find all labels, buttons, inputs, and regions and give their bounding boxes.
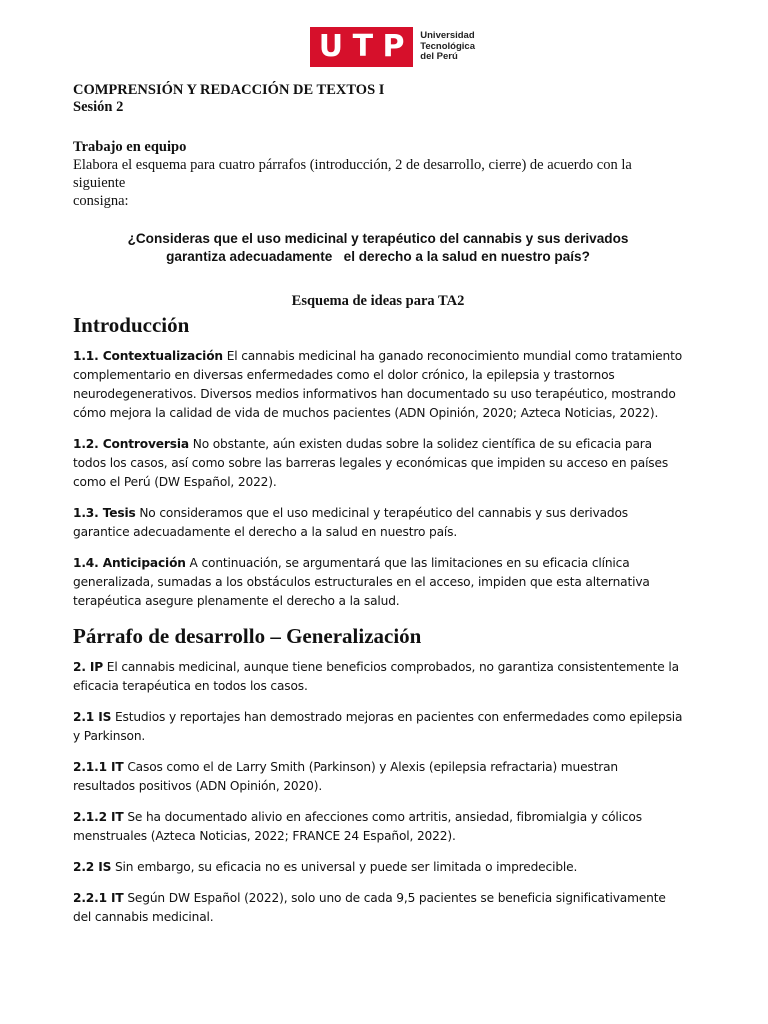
intro-heading: Introducción [73,313,190,337]
intro-item-text: No obstante, aún existen dudas sobre la solidez científica de su eficacia para todos los casos, así como sobre las barreras legales y económicas que impiden su acceso en países como el Perú (DW Español, 2022). [73,437,669,489]
utp-logo-mark [310,27,413,67]
dev-item-label: 2.1.2 IT [73,810,124,824]
dev-item-label: 2.2 IS [73,860,112,874]
intro-item-label: 1.3. Tesis [73,506,136,520]
utp-logo-text [420,31,475,63]
development-heading: Párrafo de desarrollo – Generalización [73,624,422,648]
intro-item-label: 1.2. Controversia [73,437,189,451]
course-title: COMPRENSIÓN Y REDACCIÓN DE TEXTOS I [73,82,385,98]
logo-letter-t: T [352,29,374,64]
dev-item-text: Se ha documentado alivio en afecciones como artritis, ansiedad, fibromialgia y cólicos menstruales (Azteca Noticias, 2022; FRANCE 24 Español, 2022). [73,810,642,843]
dev-item-text: El cannabis medicinal, aunque tiene beneficios comprobados, no garantiza consistentemente la eficacia terapéutica en todos los casos. [73,660,679,693]
dev-item-main-idea [73,658,683,696]
guiding-question [73,230,683,266]
dev-item-tertiary-2-1 [73,889,683,927]
schema-title: Esquema de ideas para TA2 [291,293,465,309]
question-line-1: ¿Consideras que el uso medicinal y terapéutico del cannabis y sus derivados [127,231,629,246]
logo-letter-p: P [382,29,405,64]
task-instruction [73,156,683,210]
utp-logo [310,27,475,67]
question-line-2: garantiza adecuadamente el derecho a la salud en nuestro país? [166,249,590,264]
dev-item-label: 2. IP [73,660,104,674]
intro-item-controversy [73,435,683,492]
dev-item-label: 2.2.1 IT [73,891,124,905]
logo-letter-u: U [318,29,344,64]
intro-item-contextualization [73,347,683,423]
dev-item-text: Casos como el de Larry Smith (Parkinson) y Alexis (epilepsia refractaria) muestran resultados positivos (ADN Opinión, 2020). [73,760,619,793]
logo-line-2: Tecnológica [420,40,475,52]
dev-item-label: 2.1 IS [73,710,112,724]
intro-item-thesis [73,504,683,542]
dev-item-tertiary-1-1 [73,758,683,796]
intro-item-text: El cannabis medicinal ha ganado reconocimiento mundial como tratamiento complementario en diversas enfermedades como el dolor crónico, la epilepsia y trastornos neurodegenerativos. Diversos medios informativos han documentado su uso terapéutico, mostrando cómo mejora la calidad de vida de muchos pacientes (ADN Opinión, 2020; Azteca Noticias, 2022). [73,349,683,420]
session-label: Sesión 2 [73,99,124,115]
dev-item-tertiary-1-2 [73,808,683,846]
document-page [73,82,683,927]
logo-line-1: Universidad [420,30,475,42]
dev-item-text: Sin embargo, su eficacia no es universal y puede ser limitada o impredecible. [111,860,578,874]
task-instruction-line-1: Elabora el esquema para cuatro párrafos (introducción, 2 de desarrollo, cierre) de acuerdo con la siguiente [73,157,632,191]
dev-item-label: 2.1.1 IT [73,760,124,774]
dev-item-secondary-1 [73,708,683,746]
intro-item-label: 1.1. Contextualización [73,349,223,363]
dev-item-text: Estudios y reportajes han demostrado mejoras en pacientes con enfermedades como epilepsia y Parkinson. [73,710,683,743]
intro-item-text: No consideramos que el uso medicinal y terapéutico del cannabis y sus derivados garantice adecuadamente el derecho a la salud en nuestro país. [73,506,629,539]
intro-item-text: A continuación, se argumentará que las limitaciones en su eficacia clínica generalizada, sumadas a los obstáculos estructurales en el acceso, impiden que esta alternativa terapéutica asegure plenamente el derecho a la salud. [73,556,650,608]
task-title: Trabajo en equipo [73,139,187,155]
intro-item-anticipation [73,554,683,611]
logo-line-3: del Perú [420,51,458,63]
intro-item-label: 1.4. Anticipación [73,556,186,570]
dev-item-text: Según DW Español (2022), solo uno de cada 9,5 pacientes se beneficia significativamente del cannabis medicinal. [73,891,666,924]
dev-item-secondary-2 [73,858,683,877]
task-instruction-line-2: consigna: [73,193,129,209]
